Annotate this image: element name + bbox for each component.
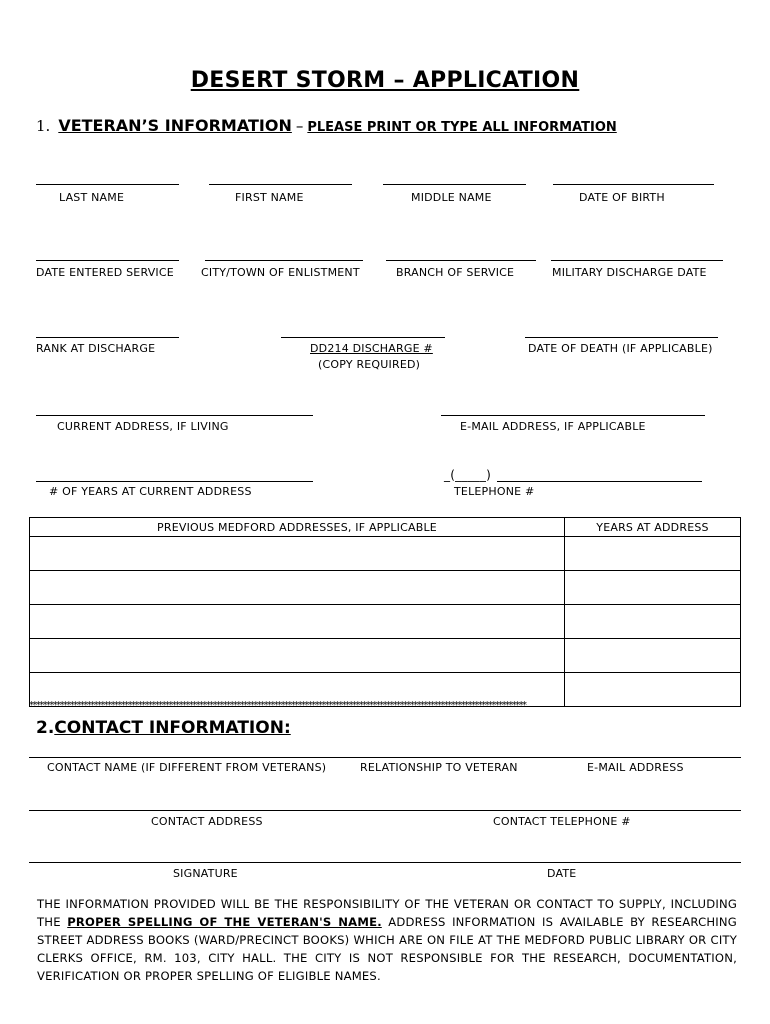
years-at-address-header: YEARS AT ADDRESS [565,518,741,537]
responsibility-notice [37,895,737,985]
current-address-field[interactable] [36,415,313,416]
notice-text-end: ADDRESS INFORMATION IS AVAILABLE BY RESEARCHING STREET ADDRESS BOOKS (WARD/PRECINCT BOOKS) WHICH ARE ON FILE AT THE MEDFORD PUBLIC LIBRARY OR CITY CLERKS OFFICE, RM. 103, CITY HALL. THE CITY IS NOT RESPONSIBLE FOR THE RESEARCH, DOCUMENTATION, VERIFICATION OR PROPER SPELLING OF ELIGIBLE NAMES. [37,915,737,983]
military-discharge-date-label: MILITARY DISCHARGE DATE [552,266,707,279]
address-cell[interactable] [30,639,565,673]
years-at-address-label: # OF YEARS AT CURRENT ADDRESS [49,485,252,498]
section2-number: 2. [36,718,55,738]
contact-address-label: CONTACT ADDRESS [151,815,263,828]
date-of-birth-field[interactable] [553,184,714,185]
years-cell[interactable] [565,537,741,571]
address-cell[interactable] [30,571,565,605]
section1-number: 1. [36,117,51,135]
address-cell[interactable] [30,605,565,639]
signature-label: SIGNATURE [173,867,238,880]
branch-of-service-field[interactable] [386,260,536,261]
first-name-field[interactable] [209,184,352,185]
date-of-birth-label: DATE OF BIRTH [579,191,665,204]
section1-subtitle: PLEASE PRINT OR TYPE ALL INFORMATION [307,120,617,135]
asterisk-separator: ************************************************************************************************************************************************** [29,700,526,711]
rank-at-discharge-label: RANK AT DISCHARGE [36,342,156,355]
branch-of-service-label: BRANCH OF SERVICE [396,266,515,279]
address-cell[interactable] [30,537,565,571]
telephone-field[interactable] [497,481,702,482]
section2-heading [36,718,291,738]
last-name-label: LAST NAME [59,191,125,204]
rank-at-discharge-field[interactable] [36,337,179,338]
city-of-enlistment-field[interactable] [205,260,363,261]
page-title: DESERT STORM – APPLICATION [190,68,580,93]
middle-name-field[interactable] [383,184,526,185]
section1-dash: – [295,117,304,135]
dd214-label: DD214 DISCHARGE # [310,342,433,355]
phone-area-code: _(_____) [444,468,491,482]
previous-addresses-table [29,517,741,707]
contact-row-line[interactable] [29,757,741,758]
date-entered-service-label: DATE ENTERED SERVICE [36,266,174,279]
dd214-field[interactable] [281,337,445,338]
contact-address-line[interactable] [29,810,741,811]
first-name-label: FIRST NAME [235,191,304,204]
date-of-death-field[interactable] [525,337,718,338]
notice-text-start: THE INFORMATION PROVIDED WILL BE THE RESPONSIBILITY OF THE VETERAN OR CONTACT TO SUPPLY, INCLUDING THE [37,897,737,929]
signature-line[interactable] [29,862,741,863]
section2-title: CONTACT INFORMATION: [54,718,291,738]
contact-name-label: CONTACT NAME (IF DIFFERENT FROM VETERANS) [47,761,327,774]
current-address-label: CURRENT ADDRESS, IF LIVING [57,420,229,433]
email-address-field[interactable] [441,415,705,416]
contact-telephone-label: CONTACT TELEPHONE # [493,815,631,828]
date-of-death-label: DATE OF DEATH (IF APPLICABLE) [528,342,713,355]
years-cell[interactable] [565,571,741,605]
telephone-label: TELEPHONE # [454,485,535,498]
contact-email-label: E-MAIL ADDRESS [587,761,684,774]
table-row [30,605,741,639]
section1-title: VETERAN’S INFORMATION [58,116,292,135]
table-row [30,537,741,571]
relationship-label: RELATIONSHIP TO VETERAN [360,761,518,774]
date-label: DATE [547,867,577,880]
table-row [30,571,741,605]
years-cell[interactable] [565,639,741,673]
last-name-field[interactable] [36,184,179,185]
table-row [30,639,741,673]
copy-required-note: (COPY REQUIRED) [318,358,421,371]
date-entered-service-field[interactable] [36,260,179,261]
middle-name-label: MIDDLE NAME [411,191,492,204]
previous-addresses-header: PREVIOUS MEDFORD ADDRESSES, IF APPLICABLE [30,518,565,537]
military-discharge-date-field[interactable] [551,260,723,261]
section1-heading [36,116,617,135]
years-at-address-field[interactable] [36,481,313,482]
city-of-enlistment-label: CITY/TOWN OF ENLISTMENT [201,266,360,279]
years-cell[interactable] [565,605,741,639]
notice-emphasis: PROPER SPELLING OF THE VETERAN'S NAME. [67,915,382,929]
email-address-label: E-MAIL ADDRESS, IF APPLICABLE [460,420,646,433]
